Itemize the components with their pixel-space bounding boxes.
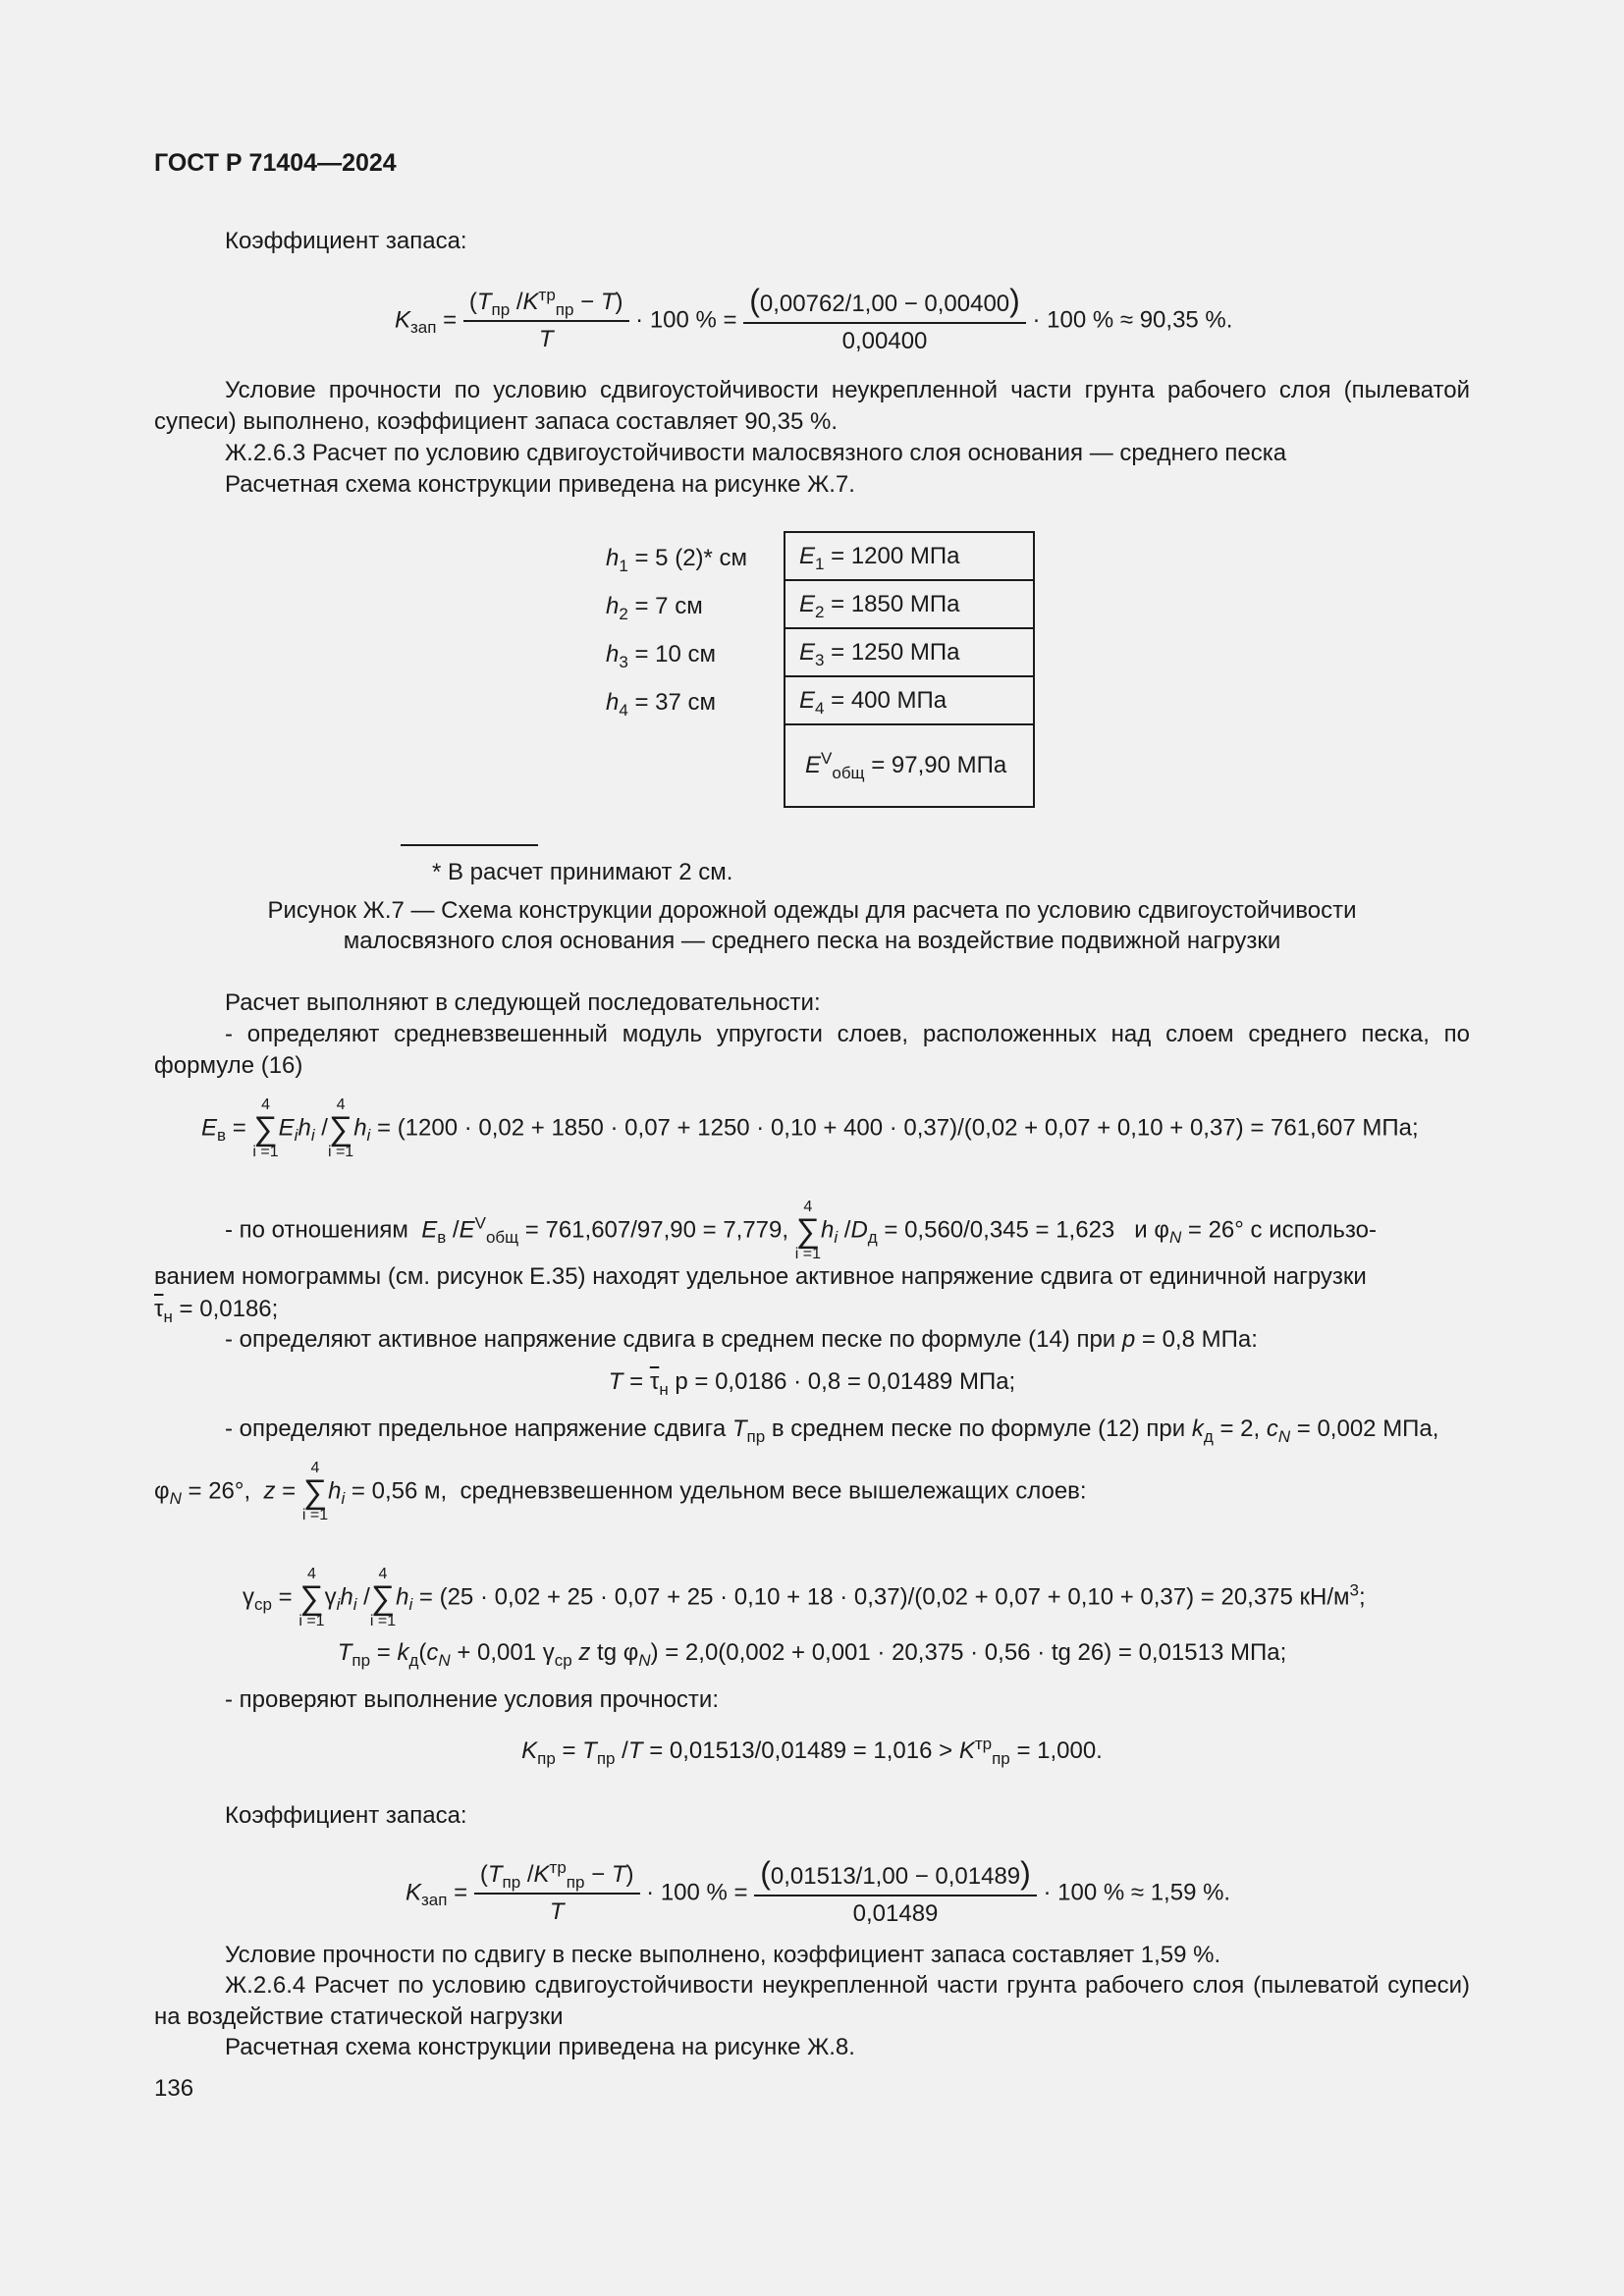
paragraph-section-264: Ж.2.6.4 Расчет по условию сдвигоустойчивости неукрепленной части грунта рабочего слоя (пылеватой супеси) на воздействие статической нагрузки xyxy=(154,1972,1470,2030)
document-header: ГОСТ Р 71404—2024 xyxy=(154,149,397,177)
sum-symbol: 4 ∑ i =1 xyxy=(301,1460,329,1523)
paragraph-active: - определяют активное напряжение сдвига в среднем песке по формуле (14) при p = 0,8 МПа: xyxy=(225,1326,1258,1353)
layer-thickness-1: $h_1 = 5$ (2)* см xyxy=(606,545,748,575)
fraction-values: $\frac{(0,01513/1,00 - 0,01489)}{0,01489}$ xyxy=(754,1857,1037,1930)
paragraph-condition-1: Условие прочности по условию сдвигоустойчивости неукрепленной части грунта рабочего слоя (пылеватой супеси) выполнено, коэффициент запаса составляет 90,35 %. xyxy=(154,377,1470,435)
sum-symbol: 4 ∑ i =1 xyxy=(252,1096,279,1160)
figure-caption-line-1: Рисунок Ж.7 — Схема конструкции дорожной одежды для расчета по условию сдвигоустойчивости xyxy=(267,897,1357,924)
formula-K-pr: $K_{пр} = T_{пр}$ $/T = 0,01513/0,01489 = 1,016 > K^{тр}_{пр} = 1,000$. xyxy=(521,1735,1103,1768)
sum-symbol: 4 ∑ i =1 xyxy=(327,1096,354,1160)
paragraph-check: - проверяют выполнение условия прочности: xyxy=(225,1686,719,1713)
paragraph-ratio: - по отношениям $E_в$ $/E^V_{общ} = 761,607/97,90 = 7,779$, 4 ∑ i =1 $h_i$ $/D_д = 0,560/0,345 = 1,623$ и $\varphi_N = 26^\circ$ с использо- xyxy=(225,1199,1378,1262)
layer-thickness-3: $h_3 = 10$ см xyxy=(606,641,717,671)
paragraph-section-263: Ж.2.6.3 Расчет по условию сдвигоустойчивости малосвязного слоя основания — среднего песка xyxy=(225,440,1287,466)
paragraph-tau: $\overline{\tau}_н = 0,0186$; xyxy=(154,1296,279,1326)
fraction-values: $\frac{(0,00762/1,00 - 0,00400)}{0,00400}$ xyxy=(743,285,1026,357)
footnote-rule xyxy=(401,844,538,846)
layer-scheme-table xyxy=(784,531,1035,808)
paragraph-scheme-ref-1: Расчетная схема конструкции приведена на рисунке Ж.7. xyxy=(225,471,855,498)
sum-symbol: 4 ∑ i =1 xyxy=(298,1566,325,1629)
paragraph-nomogram: ванием номограммы (см. рисунок Е.35) находят удельное активное напряжение сдвига от единичной нагрузки xyxy=(154,1263,1367,1290)
figure-caption-line-2: малосвязного слоя основания — среднего песка на воздействие подвижной нагрузки xyxy=(343,928,1281,954)
layer-modulus-3: $E_3 = 1250$ МПа xyxy=(785,629,1033,677)
layer-modulus-1: $E_1 = 1200$ МПа xyxy=(785,533,1033,581)
paragraph-ev: - определяют средневзвешенный модуль упругости слоев, расположенных над слоем среднего песка, по формуле (16) xyxy=(154,1021,1470,1079)
layer-modulus-2: $E_2 = 1850$ МПа xyxy=(785,581,1033,629)
formula-k-zap-2: $K_{зап}$ = $\frac{(T_{пр} /K^{тр}_{пр} - T)}{T}$ · 100 % = $\frac{(0,01513/1,00 - 0,01489)}{0,01489}$ · 100 % ≈ 1,59 %. xyxy=(406,1857,1230,1930)
paragraph-scheme-ref-2: Расчетная схема конструкции приведена на рисунке Ж.8. xyxy=(225,2034,855,2060)
paragraph-phi-z: $\varphi_N = 26^\circ$, z = 4 ∑ i =1 $h_i = 0,56$ м, средневзвешенном удельном весе вышележащих слоев: xyxy=(154,1460,1087,1523)
paragraph-condition-2: Условие прочности по сдвигу в песке выполнено, коэффициент запаса составляет 1,59 %. xyxy=(225,1942,1221,1968)
total-modulus: $E^V_{общ} = 97,90$ МПа xyxy=(805,749,1007,782)
layer-thickness-4: $h_4 = 37$ см xyxy=(606,689,717,720)
page-number: 136 xyxy=(154,2075,194,2102)
fraction-general: $\frac{(T_{пр} /K^{тр}_{пр} - T)}{T}$ xyxy=(474,1859,640,1928)
formula-T-pr: $T_{пр} = k_д(c_N + 0,001$ $\gamma_{ср}$ z tg $\varphi_N) = 2,0(0,002 + 0,001 \cdot 20,375 \cdot 0,56$ · tg 26) = 0,01513 МПа; xyxy=(337,1639,1287,1670)
formula-gamma: $\gamma_{ср}$ = 4 ∑ i =1 $\gamma_ih_i$ / 4 ∑ i =1 $h_i = (25 \cdot 0,02 + 25 \cdot 0,07 + 25 \cdot 0,10 + 18 \cdot 0,37)/(0,02 + 0,07 + 0,10 + 0,37) = 20,375$ $кН/м^3$; xyxy=(243,1566,1366,1629)
formula-k-zap-1: $K_{зап}$ = $\frac{(T_{пр} /K^{тр}_{пр} - T)}{T}$ · 100 % = $\frac{(0,00762/1,00 - 0,00400)}{0,00400}$ · 100 % ≈ 90,35 %. xyxy=(395,285,1232,357)
fraction-general: $\frac{(T_{пр} /K^{тр}_{пр} - T)}{T}$ xyxy=(463,287,629,355)
koef-label-1: Коэффициент запаса: xyxy=(225,228,467,254)
layer-modulus-4: $E_4 = 400$ МПа xyxy=(785,677,1033,725)
paragraph-limit: - определяют предельное напряжение сдвига $T_{пр}$ в среднем песке по формуле (12) при $k_д = 2$, $c_N = 0,002$ МПа, xyxy=(225,1415,1439,1446)
footnote: * В расчет принимают 2 см. xyxy=(432,859,733,885)
formula-ev: $E_в$ = 4 ∑ i =1 $E_ih_i$ / 4 ∑ i =1 $h_i = (1200 \cdot 0,02 + 1850 \cdot 0,07 + 1250 \cdot 0,10 + 400 \cdot 0,37)/(0,02 + 0,07 + 0,10 + 0,37) = 761,607$ МПа; xyxy=(201,1096,1419,1160)
paragraph-sequence: Расчет выполняют в следующей последовательности: xyxy=(225,989,821,1016)
layer-thickness-2: $h_2 = 7$ см xyxy=(606,593,703,623)
formula-T: $T = \overline{\tau}_н$ p = 0,0186 · 0,8 = 0,01489 МПа; xyxy=(608,1368,1016,1399)
sum-symbol: 4 ∑ i =1 xyxy=(794,1199,821,1262)
koef-label-2: Коэффициент запаса: xyxy=(225,1802,467,1829)
sum-symbol: 4 ∑ i =1 xyxy=(369,1566,397,1629)
